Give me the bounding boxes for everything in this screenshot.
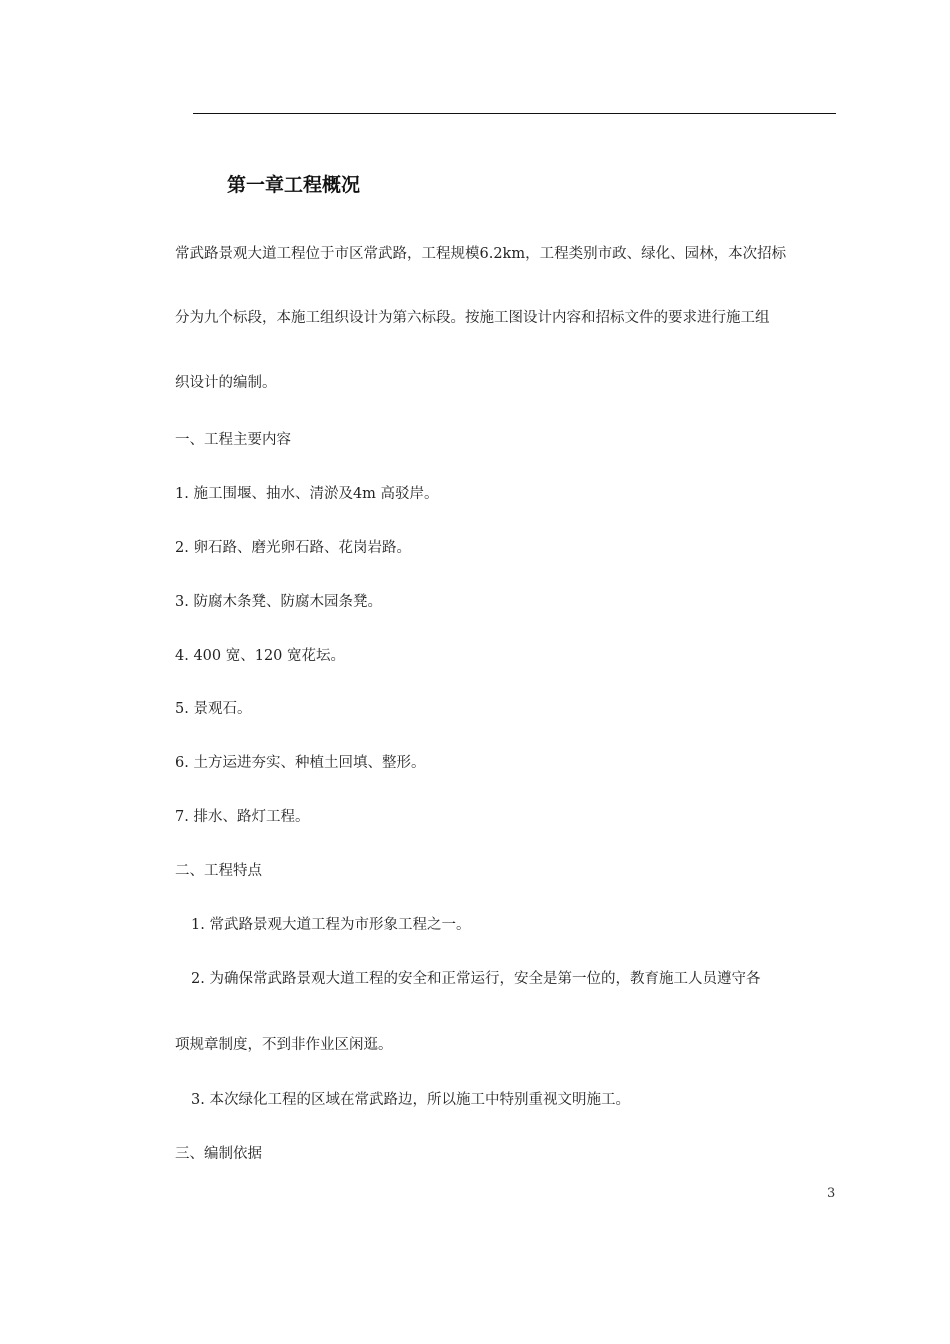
- list-item: 7. 排水、路灯工程。: [175, 809, 310, 825]
- intro-line-3: 织设计的编制。: [175, 375, 277, 391]
- list-item: 2. 卵石路、磨光卵石路、花岗岩路。: [175, 540, 411, 556]
- header-rule: [193, 113, 836, 114]
- chapter-title: 第一章工程概况: [227, 174, 361, 196]
- intro-line-2: 分为九个标段，本施工组织设计为第六标段。按施工图设计内容和招标文件的要求进行施工组: [175, 310, 770, 326]
- list-item-continuation: 项规章制度，不到非作业区闲逛。: [175, 1037, 393, 1053]
- list-item: 2. 为确保常武路景观大道工程的安全和正常运行，安全是第一位的，教育施工人员遵守各: [191, 971, 761, 987]
- section-heading-basis: 三、编制依据: [175, 1146, 262, 1162]
- section-heading-main-content: 一、工程主要内容: [175, 432, 291, 448]
- intro-line-1: 常武路景观大道工程位于市区常武路，工程规模6.2km，工程类别市政、绿化、园林，本次招标: [175, 246, 787, 262]
- list-item: 1. 常武路景观大道工程为市形象工程之一。: [191, 917, 471, 933]
- list-item: 5. 景观石。: [175, 701, 252, 717]
- list-item: 3. 本次绿化工程的区域在常武路边，所以施工中特别重视文明施工。: [191, 1092, 630, 1108]
- list-item: 1. 施工围堰、抽水、清淤及4m 高驳岸。: [175, 486, 439, 502]
- page-number: 3: [827, 1186, 836, 1201]
- section-heading-features: 二、工程特点: [175, 863, 262, 879]
- list-item: 6. 土方运进夯实、种植土回填、整形。: [175, 755, 426, 771]
- list-item: 3. 防腐木条凳、防腐木园条凳。: [175, 594, 382, 610]
- list-item: 4. 400 宽、120 宽花坛。: [175, 648, 346, 664]
